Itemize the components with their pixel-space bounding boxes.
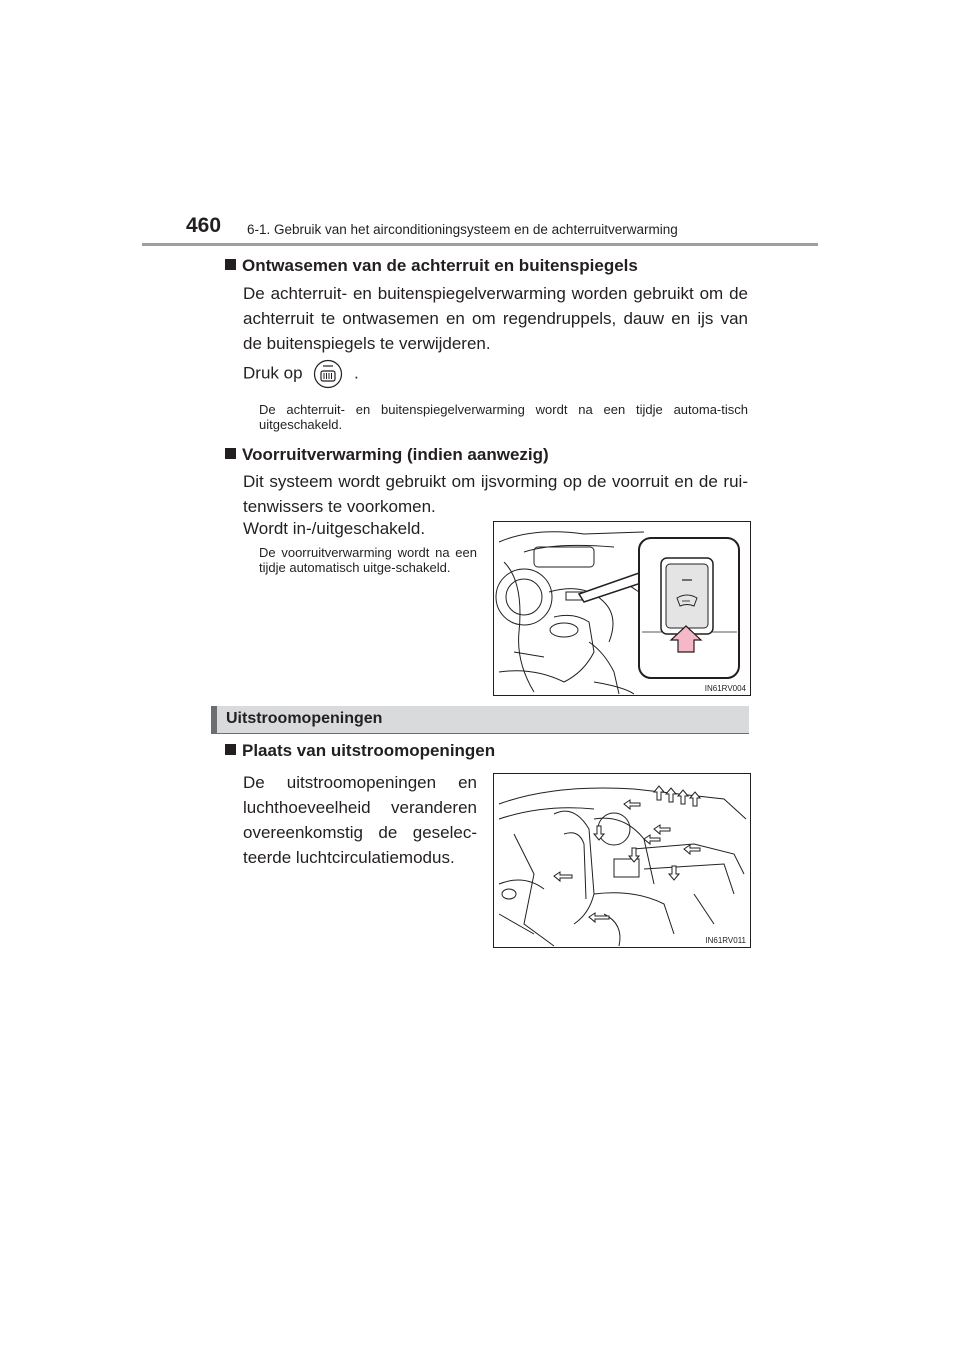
section-heading-outlets xyxy=(225,741,495,761)
press-text-end: . xyxy=(354,363,359,383)
square-bullet-icon xyxy=(225,259,236,270)
figure-label: IN61RV004 xyxy=(704,684,746,693)
header-rule xyxy=(142,243,818,246)
heading-text: Plaats van uitstroomopeningen xyxy=(242,741,496,760)
square-bullet-icon xyxy=(225,744,236,755)
chapter-title: 6-1. Gebruik van het airconditioningsysteem en de achterruitverwarming xyxy=(247,222,678,237)
outlets-paragraph: De uitstroomopeningen en luchthoeveelheid veranderen overeenkomstig de geselec-teerde luchtcirculatiemodus. xyxy=(243,773,477,867)
page-number: 460 xyxy=(186,214,222,237)
deicer-switch-figure xyxy=(493,521,751,696)
heading-text: Voorruitverwarming (indien aanwezig) xyxy=(242,445,549,464)
deicer-instruction: Wordt in-/uitgeschakeld. xyxy=(243,519,426,538)
section-heading-deicer xyxy=(225,445,549,465)
defog-paragraph: De achterruit- en buitenspiegelverwarming worden gebruikt om de achterruit te ontwasemen en om regendruppels, dauw en ijs van de buitenspiegels te verwijderen. xyxy=(243,284,748,353)
airflow-arrow-icon xyxy=(554,786,700,922)
press-text: Druk op xyxy=(243,363,303,383)
square-bullet-icon xyxy=(225,448,236,459)
cabin-illustration xyxy=(494,774,750,947)
press-instruction xyxy=(243,359,359,389)
section-title: Uitstroomopeningen xyxy=(226,710,383,727)
section-bar xyxy=(211,706,749,734)
air-outlets-figure xyxy=(493,773,751,948)
deicer-note: De voorruitverwarming wordt na een tijdje automatisch uitge-schakeld. xyxy=(259,545,477,575)
dashboard-illustration xyxy=(494,522,750,695)
section-heading-defog xyxy=(225,256,638,276)
figure-label: IN61RV011 xyxy=(705,936,746,945)
defog-note: De achterruit- en buitenspiegelverwarming wordt na een tijdje automa-tisch uitgeschakeld. xyxy=(259,402,748,432)
deicer-paragraph: Dit systeem wordt gebruikt om ijsvorming op de voorruit en de rui-tenwissers te voorkomen. xyxy=(243,472,748,516)
heading-text: Ontwasemen van de achterruit en buitenspiegels xyxy=(242,256,638,275)
rear-defogger-icon xyxy=(313,359,343,389)
